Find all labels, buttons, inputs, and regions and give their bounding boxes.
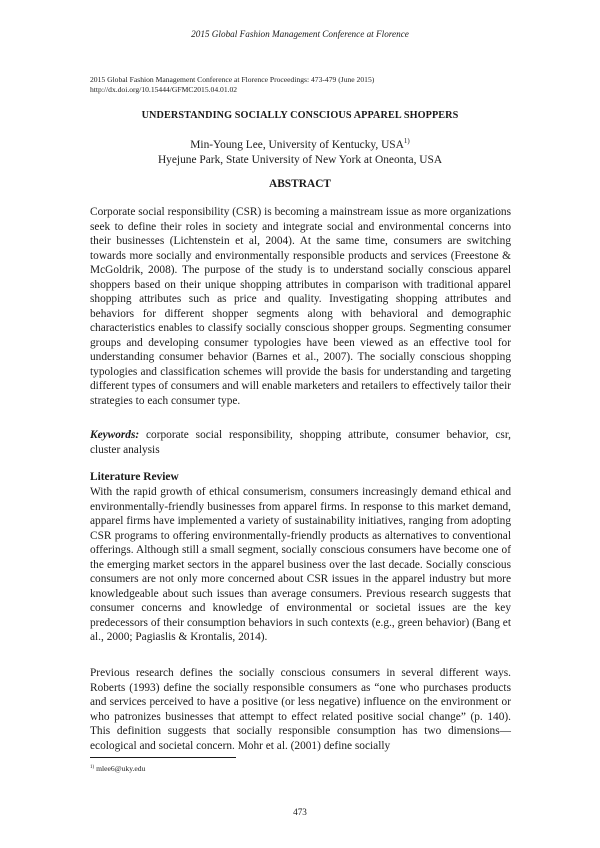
author-name: Min-Young Lee, University of Kentucky, USA [190, 139, 404, 151]
proceedings-citation: 2015 Global Fashion Management Conference at Florence Proceedings: 473-479 (June 2015) [90, 75, 375, 84]
author-line-2 [0, 153, 600, 168]
footnote-marker: 1) [403, 137, 410, 145]
paper-title: UNDERSTANDING SOCIALLY CONSCIOUS APPAREL SHOPPERS [141, 110, 459, 121]
footnote [90, 764, 145, 773]
abstract-heading: ABSTRACT [268, 178, 332, 190]
page-number: 473 [293, 807, 307, 817]
author-list [0, 138, 600, 168]
literature-review-paragraph-2 [90, 666, 511, 753]
footnote-marker: 1) [90, 765, 95, 770]
keywords [90, 428, 511, 457]
author-name: Hyejune Park, State University of New York at Oneonta, USA [157, 154, 443, 166]
author-line-1 [0, 138, 600, 153]
literature-review-paragraph-1 [90, 485, 511, 645]
abstract-paragraph: Corporate social responsibility (CSR) is becoming a mainstream issue as more organizations seek to define their roles in society and integrate social and environmental concerns into their businesses (Lichtenstein et al, 2004). At the same time, consumers are switching towards more socially and environmentally responsible products and services (Freestone & McGoldrik, 2008). The purpose of the study is to understand socially conscious apparel shoppers based on their unique shopping attributes in comparison with traditional apparel shopping attributes such as price and quality. Investigating shopping attributes and behaviors for different shopper segments along with behavioral and demographic characteristics enables to classify socially conscious shopper groups. Segmenting consumer groups and developing consumer typologies have been viewed as an effective tool for understanding consumer behavior (Barnes et al., 2007). The socially conscious shopping typologies and classification schemes will provide the basis for understanding and targeting different types of consumers and will enable marketers and retailers to effectively tailor their strategies to each consumer type. [90, 206, 511, 407]
body-paragraph: With the rapid growth of ethical consumerism, consumers increasingly demand ethical and environmentally-friendly businesses from apparel firms. In response to this market demand, apparel firms have implemented a variety of sustainability initiatives, ranging from adopting CSR programs to offering environmentally-friendly products as alternatives to conventional offerings. Although still a small segment, socially conscious consumers have become one of the emerging market sectors in the apparel business over the last decade. Socially conscious consumers are not only more concerned about CSR issues in the apparel industry but more knowledgeable about such issues than average consumers. Previous research suggests that consumer concerns and knowledge of environmental or societal issues are the key predecessors of their consumption behaviors in such contexts (e.g., green behavior) (Bang et al., 2000; Pagiaslis & Krontalis, 2014). [90, 486, 511, 643]
keywords-list: corporate social responsibility, shopping attribute, consumer behavior, csr, cluster analysis [90, 429, 511, 456]
running-header: 2015 Global Fashion Management Conference at Florence [191, 29, 409, 39]
doi-link[interactable]: http://dx.doi.org/10.15444/GFMC2015.04.01.02 [90, 85, 238, 94]
abstract-text [90, 205, 511, 408]
keywords-label: Keywords: [90, 429, 140, 441]
body-paragraph: Previous research defines the socially conscious consumers in several different ways. Roberts (1993) define the socially responsible consumers as “one who purchases products and services perceived to have a positive (or less negative) influence on the environment or who patronizes businesses that attempt to effect related positive social change” (p. 140). This definition suggests that socially responsible consumption has two dimensions—ecological and societal concern. Mohr et al. (2001) define socially [90, 667, 511, 752]
section-heading-literature-review: Literature Review [90, 471, 179, 483]
footnote-email[interactable]: mlee6@uky.edu [94, 764, 146, 773]
footnote-divider [90, 757, 236, 758]
proceedings-citation-block [90, 75, 520, 95]
